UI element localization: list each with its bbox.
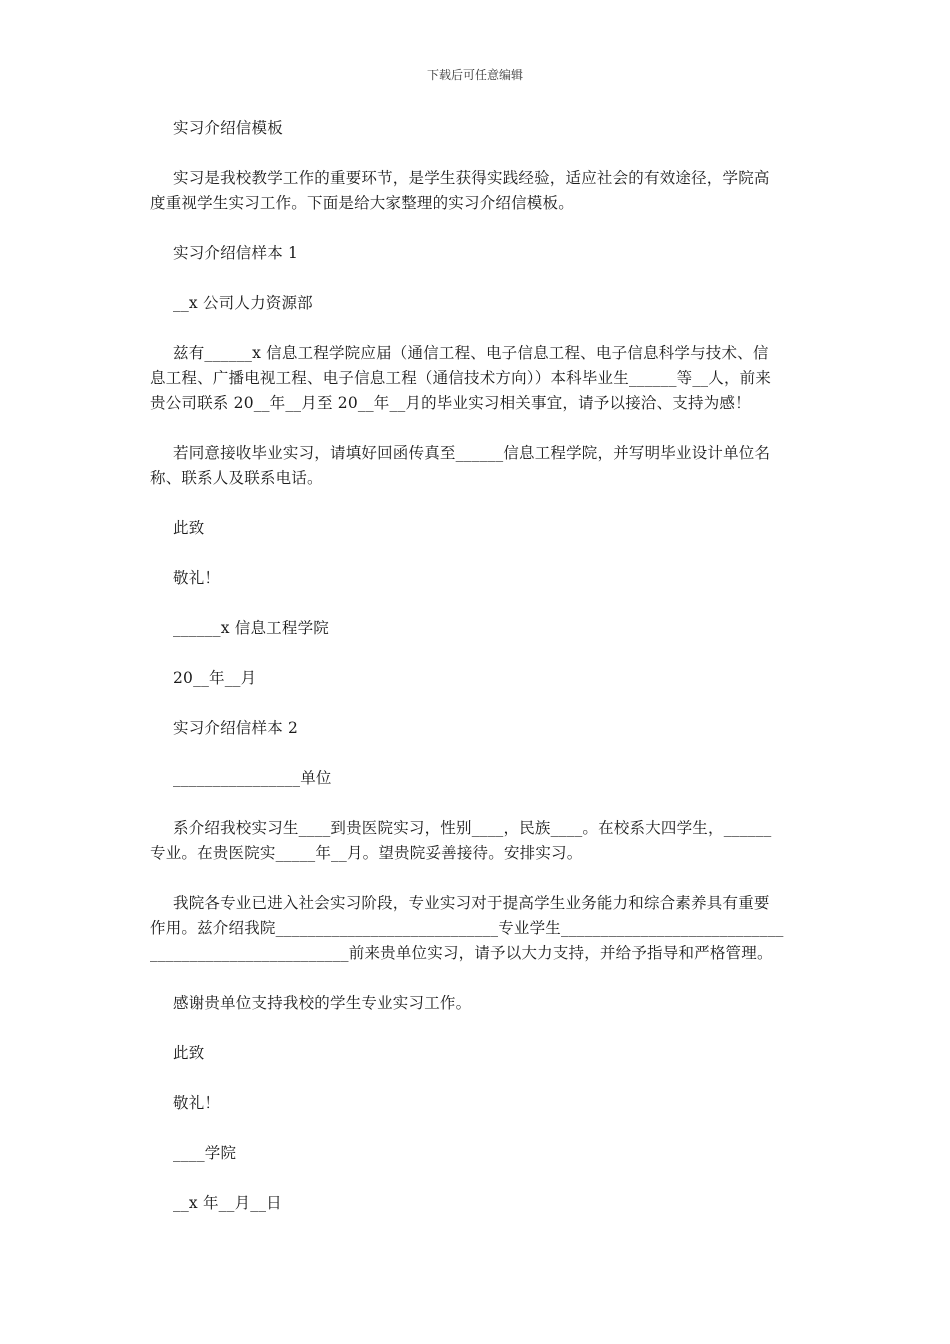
sample1-recipient: __x 公司人力资源部 — [173, 294, 313, 312]
sample1-date: 20__年__月 — [173, 669, 257, 687]
document-body — [150, 116, 813, 1216]
sample2-heading: 实习介绍信样本 2 — [173, 719, 299, 737]
sample1-salute: 敬礼！ — [173, 569, 221, 587]
sample1-body-paragraph-2 — [150, 441, 813, 491]
sample2-salute: 敬礼！ — [173, 1094, 221, 1112]
sample2-recipient: ________________单位 — [173, 769, 332, 787]
sample2-signature: ____学院 — [173, 1144, 237, 1162]
sample2-closing: 此致 — [173, 1044, 205, 1062]
sample1-heading: 实习介绍信样本 1 — [173, 244, 299, 262]
intro-line-2: 度重视学生实习工作。下面是给大家整理的实习介绍信模板。 — [150, 194, 574, 212]
sample2-thanks: 感谢贵单位支持我校的学生专业实习工作。 — [173, 994, 472, 1012]
sample2-body2-line-3: _________________________前来贵单位实习，请予以大力支持，并给予指导和严格管理。 — [150, 944, 773, 962]
sample2-body-paragraph-2 — [150, 891, 813, 966]
sample1-body1-line-3: 贵公司联系 20__年__月至 20__年__月的毕业实习相关事宜，请予以接洽、支持为感！ — [150, 394, 751, 412]
sample2-body-paragraph-1 — [150, 816, 813, 866]
sample2-body2-line-1: 我院各专业已进入社会实习阶段，专业实习对于提高学生业务能力和综合素养具有重要 — [173, 894, 770, 912]
sample2-body1-line-1: 系介绍我校实习生____到贵医院实习，性别____，民族____。在校系大四学生，______ — [173, 819, 772, 837]
intro-line-1: 实习是我校教学工作的重要环节，是学生获得实践经验，适应社会的有效途径，学院高 — [173, 169, 770, 187]
sample2-body1-line-2: 专业。在贵医院实_____年__月。望贵院妥善接待。安排实习。 — [150, 844, 583, 862]
sample1-signature: ______x 信息工程学院 — [173, 619, 329, 637]
sample1-body1-line-2: 息工程、广播电视工程、电子信息工程（通信技术方向））本科毕业生______等__人，前来 — [150, 369, 772, 387]
sample1-body2-line-2: 称、联系人及联系电话。 — [150, 469, 323, 487]
sample1-body2-line-1: 若同意接收毕业实习，请填好回函传真至______信息工程学院，并写明毕业设计单位名 — [173, 444, 771, 462]
page-header-note: 下载后可任意编辑 — [426, 68, 523, 82]
sample1-closing: 此致 — [173, 519, 205, 537]
sample1-body-paragraph-1 — [150, 341, 813, 416]
sample2-body2-line-2: 作用。兹介绍我院____________________________专业学生____________________________ — [150, 919, 784, 937]
sample2-date: __x 年__月__日 — [173, 1194, 282, 1212]
document-title: 实习介绍信模板 — [173, 119, 283, 137]
intro-paragraph — [150, 166, 813, 216]
sample1-body1-line-1: 兹有______x 信息工程学院应届（通信工程、电子信息工程、电子信息科学与技术、信 — [173, 344, 769, 362]
